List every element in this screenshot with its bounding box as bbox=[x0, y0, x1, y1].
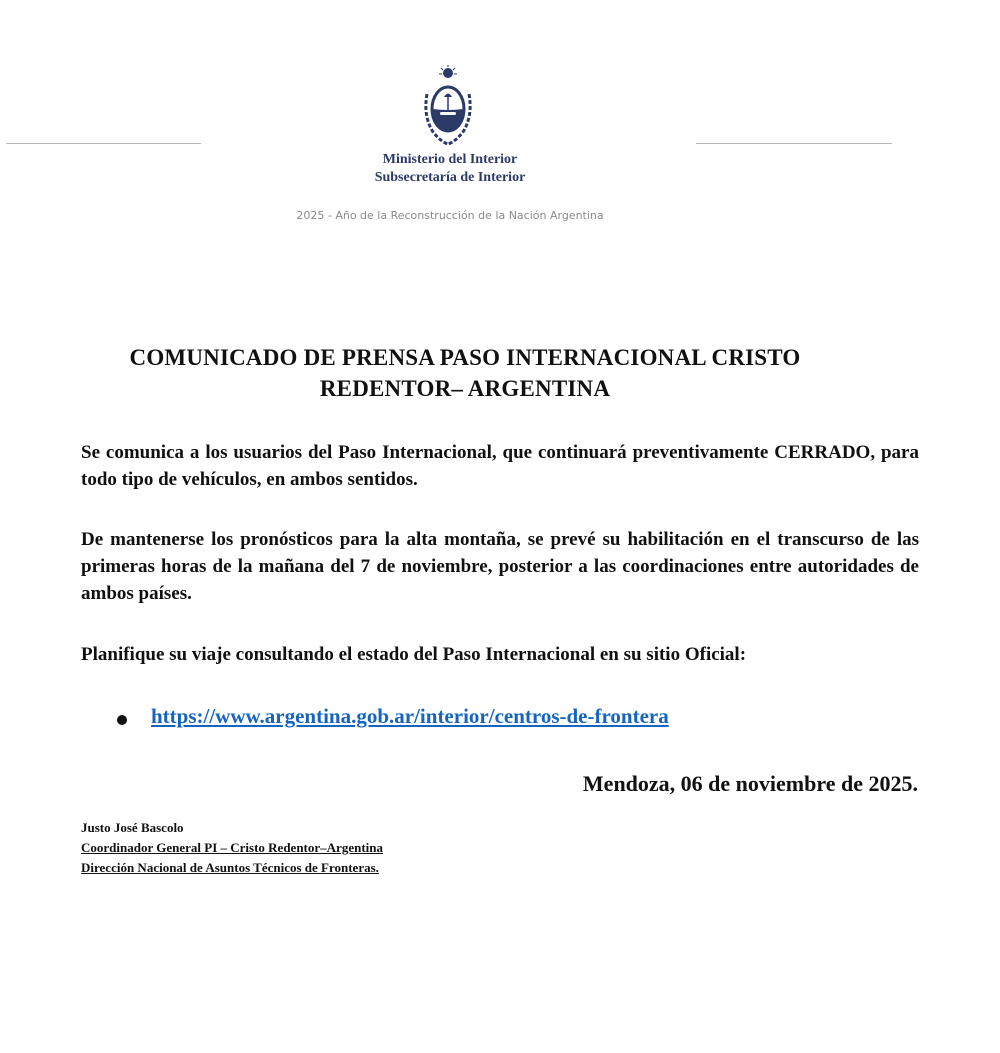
plan-trip-paragraph: Planifique su viaje consultando el estado del Paso Internacional en su sitio Oficial: bbox=[81, 644, 747, 665]
subsecretariat-name: Subsecretaría de Interior bbox=[374, 170, 526, 185]
signatory-role: Coordinador General PI – Cristo Redentor–Argentina bbox=[81, 840, 383, 855]
official-site-link[interactable]: https://www.argentina.gob.ar/interior/centros-de-frontera bbox=[151, 704, 669, 728]
place-and-date: Mendoza, 06 de noviembre de 2025. bbox=[582, 771, 918, 796]
coat-of-arms-icon bbox=[419, 64, 477, 148]
header-rule-right bbox=[696, 143, 892, 144]
title-line-1: COMUNICADO DE PRENSA PASO INTERNACIONAL CRISTO bbox=[129, 345, 801, 370]
signatory-office: Dirección Nacional de Asuntos Técnicos de Fronteras. bbox=[81, 860, 379, 875]
bullet-icon bbox=[117, 715, 127, 725]
closure-paragraph: Se comunica a los usuarios del Paso Internacional, que continuará preventivamente CERRADO, para todo tipo de vehículos, en ambos sentidos. bbox=[81, 442, 919, 490]
ministry-name: Ministerio del Interior bbox=[382, 152, 518, 167]
year-motto: 2025 - Año de la Reconstrucción de la Nación Argentina bbox=[296, 209, 604, 222]
press-release-title bbox=[40, 342, 890, 404]
header-rule-left bbox=[6, 143, 201, 144]
signatory-name: Justo José Bascolo bbox=[81, 820, 184, 835]
title-line-2: REDENTOR– ARGENTINA bbox=[319, 376, 611, 401]
forecast-paragraph: De mantenerse los pronósticos para la alta montaña, se prevé su habilitación en el transcurso de las primeras horas de la mañana del 7 de noviembre, posterior a las coordinaciones entre autoridades de ambos países. bbox=[81, 529, 919, 604]
